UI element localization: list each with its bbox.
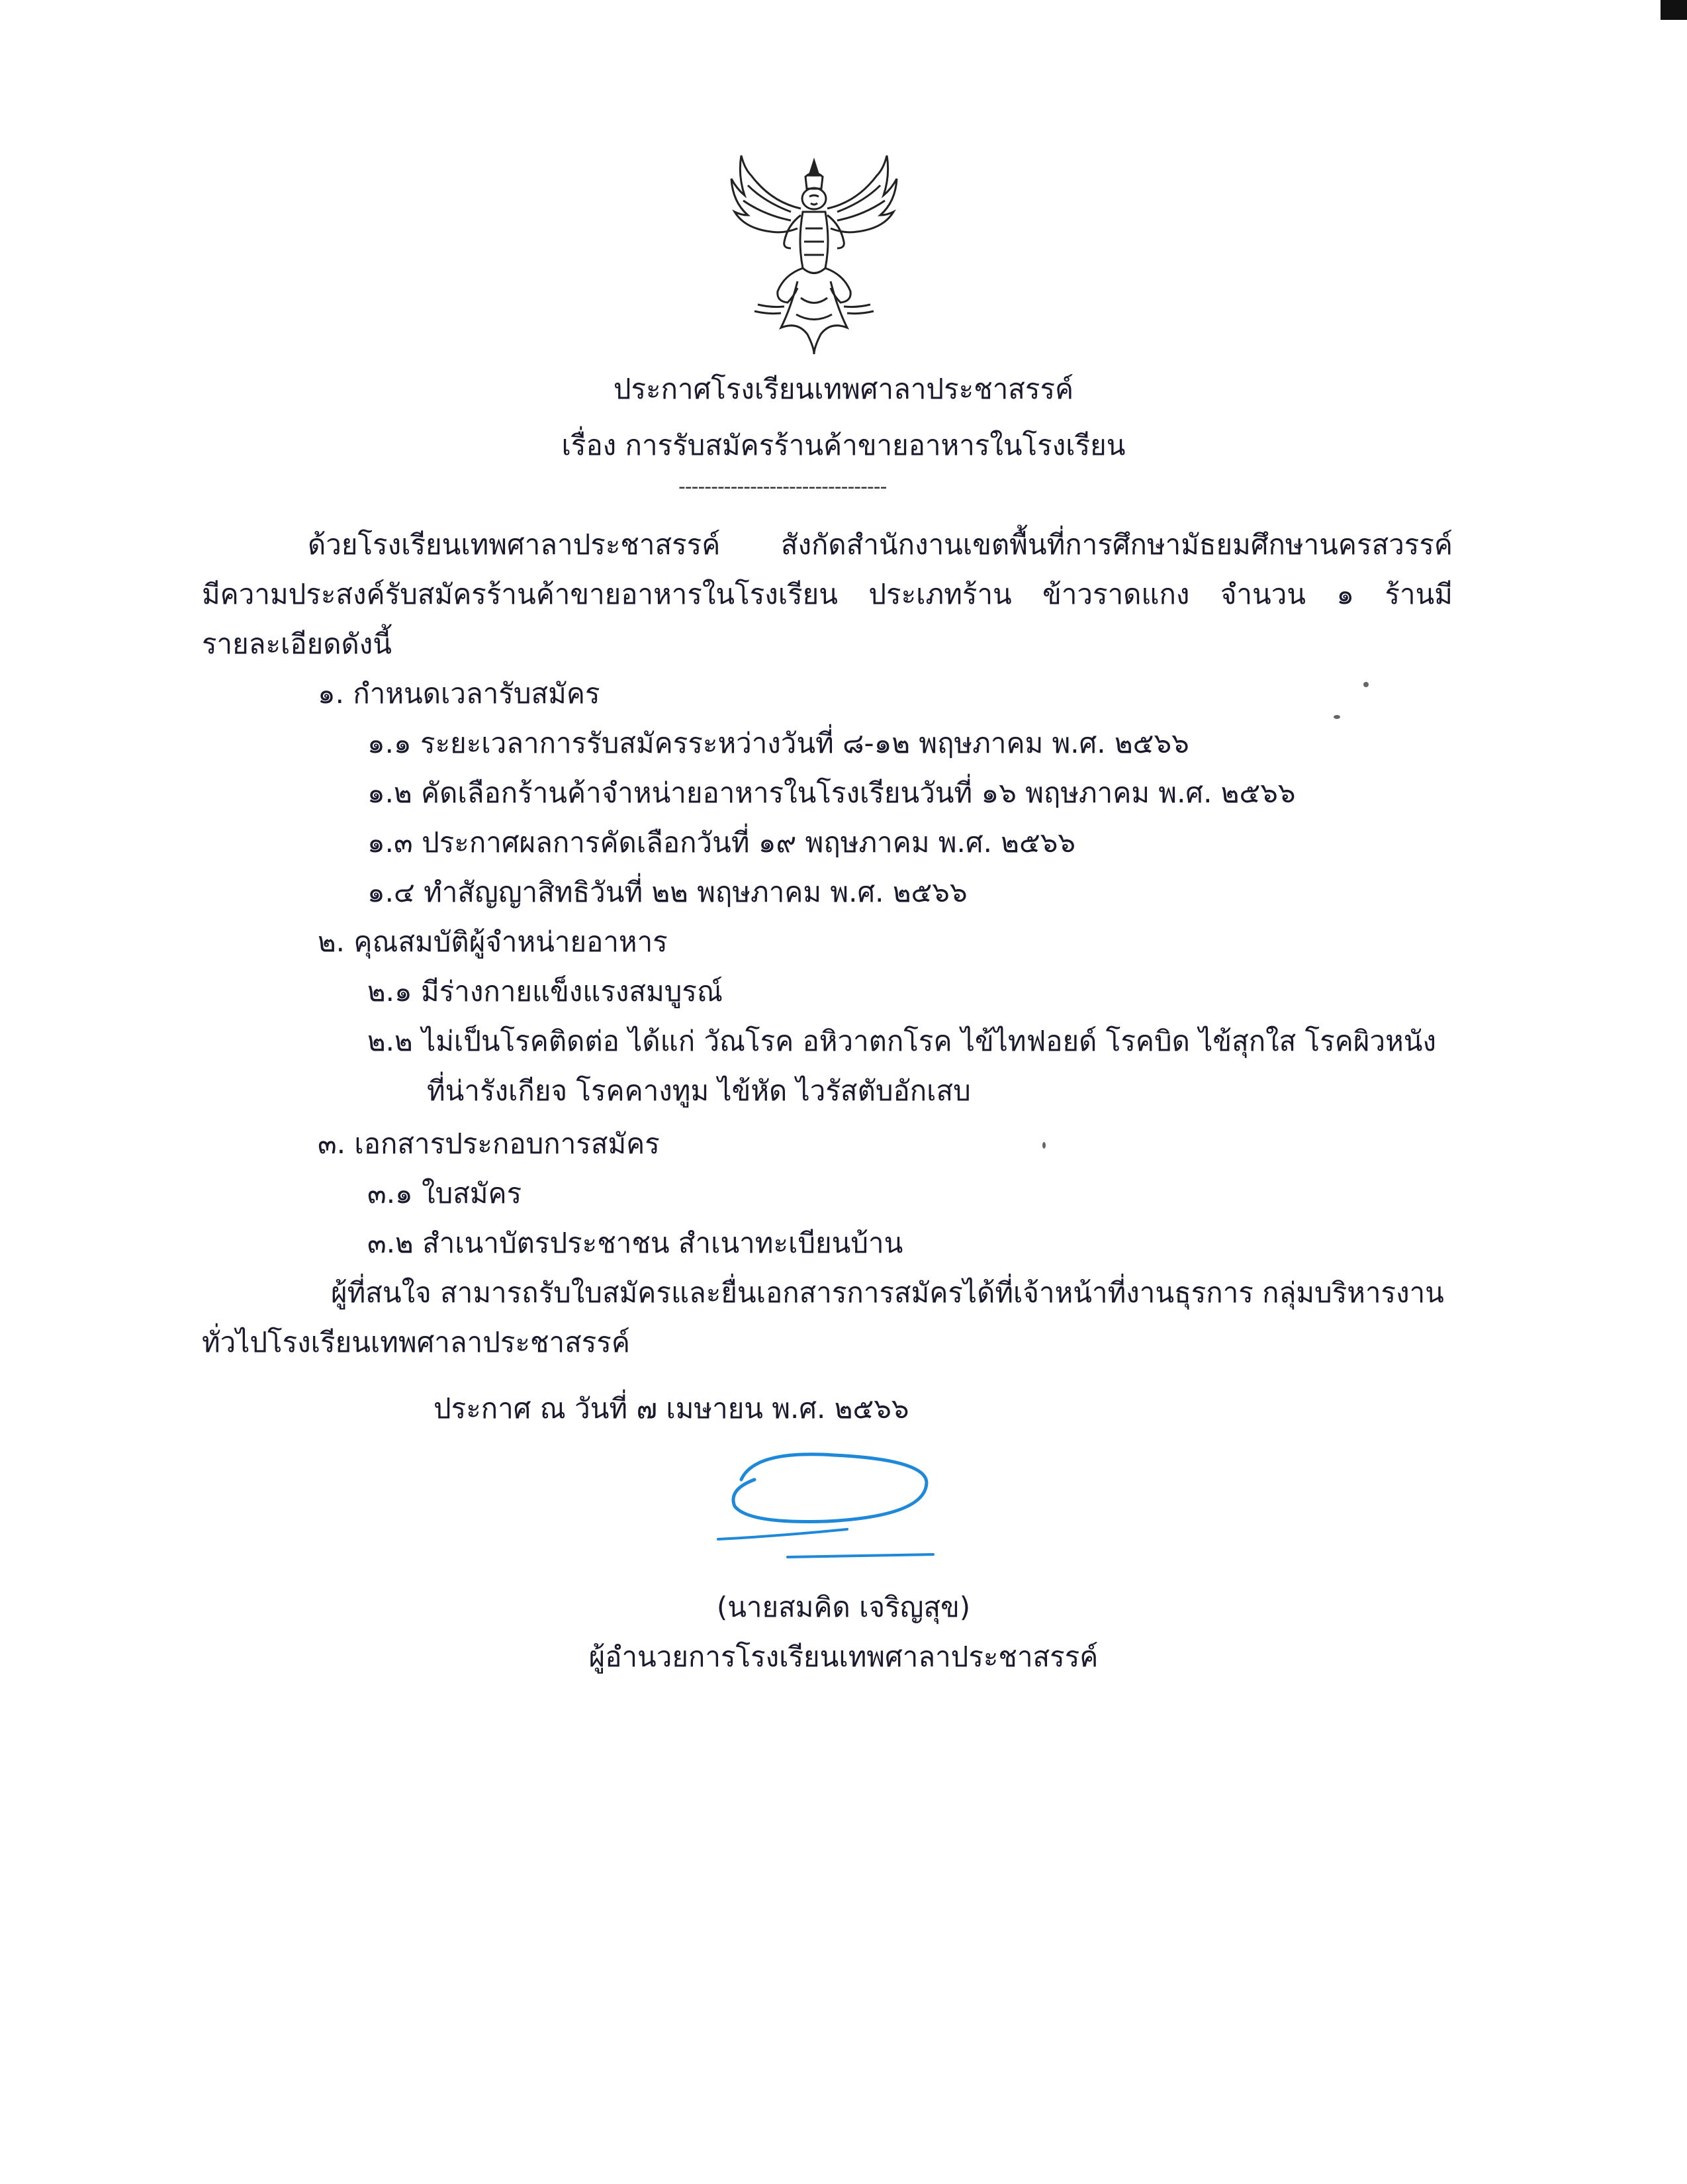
section-2-heading: ๒. คุณสมบัติผู้จำหน่ายอาหาร — [318, 926, 668, 958]
closing-line-2: ทั่วไปโรงเรียนเทพศาลาประชาสรรค์ — [202, 1326, 630, 1358]
section-1-item-2: ๑.๒ คัดเลือกร้านค้าจำหน่ายอาหารในโรงเรียนวันที่ ๑๖ พฤษภาคม พ.ศ. ๒๕๖๖ — [367, 777, 1296, 809]
scan-speck — [1042, 1142, 1046, 1149]
garuda-emblem-icon — [718, 149, 910, 361]
closing-line-1: ผู้ที่สนใจ สามารถรับใบสมัครและยื่นเอกสารการสมัครได้ที่เจ้าหน้าที่งานธุรการ กลุ่มบริหารงาน — [331, 1276, 1444, 1309]
section-3-item-1: ๓.๑ ใบสมัคร — [367, 1177, 522, 1210]
heading-divider: -------------------------------- — [678, 475, 887, 499]
scan-corner-mark — [1661, 0, 1687, 20]
intro-line-1: ด้วยโรงเรียนเทพศาลาประชาสรรค์ สังกัดสำนักงานเขตพื้นที่การศึกษามัธยมศึกษานครสวรรค์ — [308, 528, 1453, 561]
announcement-title: ประกาศโรงเรียนเทพศาลาประชาสรรค์ — [613, 373, 1074, 405]
scan-speck — [1363, 682, 1369, 687]
section-2-item-2: ๒.๒ ไม่เป็นโรคติดต่อ ได้แก่ วัณโรค อหิวาตกโรค ไข้ไทฟอยด์ โรคบิด ไข้สุกใส โรคผิวหนัง — [367, 1025, 1436, 1057]
intro-line-3: รายละเอียดดังนี้ — [202, 628, 392, 660]
section-1-item-4: ๑.๔ ทำสัญญาสิทธิวันที่ ๒๒ พฤษภาคม พ.ศ. ๒๕๖๖ — [367, 876, 968, 908]
signer-position: ผู้อำนวยการโรงเรียนเทพศาลาประชาสรรค์ — [588, 1640, 1099, 1673]
section-2-item-2-cont: ที่น่ารังเกียจ โรคคางทูม ไข้หัด ไวรัสตับอักเสบ — [427, 1074, 971, 1107]
section-2-item-1: ๒.๑ มีร่างกายแข็งแรงสมบูรณ์ — [367, 975, 723, 1008]
section-1-heading: ๑. กำหนดเวลารับสมัคร — [318, 677, 600, 710]
section-1-item-3: ๑.๓ ประกาศผลการคัดเลือกวันที่ ๑๙ พฤษภาคม พ.ศ. ๒๕๖๖ — [367, 826, 1076, 859]
section-3-item-2: ๓.๒ สำเนาบัตรประชาชน สำเนาทะเบียนบ้าน — [367, 1227, 903, 1259]
signer-name: (นายสมคิด เจริญสุข) — [716, 1591, 971, 1623]
intro-line-2: มีความประสงค์รับสมัครร้านค้าขายอาหารในโรงเรียน ประเภทร้าน ข้าวราดแกง จำนวน ๑ ร้านมี — [202, 578, 1453, 610]
handwritten-signature — [715, 1443, 940, 1562]
announcement-date: ประกาศ ณ วันที่ ๗ เมษายน พ.ศ. ๒๕๖๖ — [433, 1392, 909, 1425]
announcement-subject: เรื่อง การรับสมัครร้านค้าขายอาหารในโรงเรียน — [561, 429, 1126, 461]
scan-speck — [1334, 715, 1340, 719]
section-3-heading: ๓. เอกสารประกอบการสมัคร — [318, 1127, 660, 1160]
section-1-item-1: ๑.๑ ระยะเวลาการรับสมัครระหว่างวันที่ ๘-๑๒ พฤษภาคม พ.ศ. ๒๕๖๖ — [367, 727, 1189, 759]
